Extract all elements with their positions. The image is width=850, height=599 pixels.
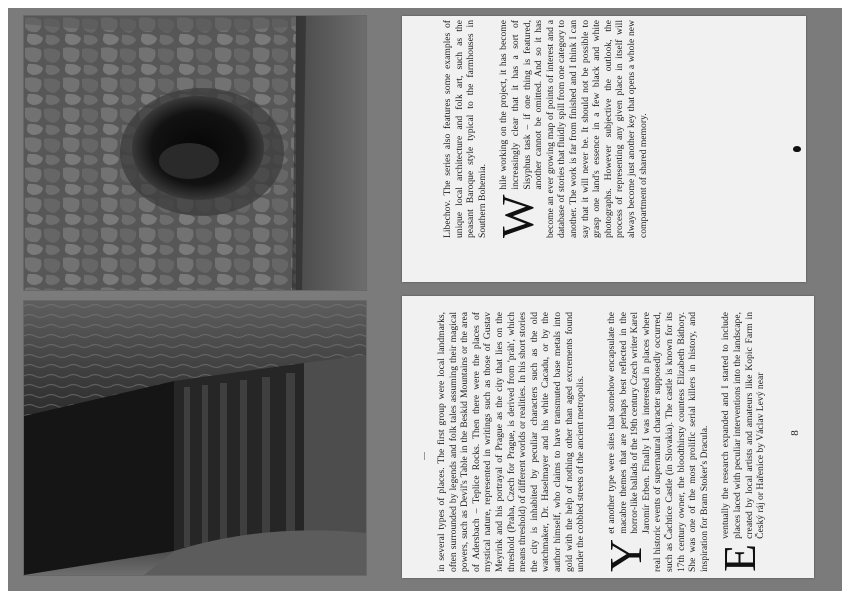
research-paragraph	[714, 312, 767, 572]
bottom-page-column-two	[600, 312, 767, 572]
tunnel-image	[24, 301, 366, 575]
page-number: 8	[788, 430, 801, 436]
working-paragraph	[492, 20, 649, 238]
working-paragraph-text: hile working on the project, it has become increasingly clear that it has a sort of Sisyphus task – if one thing is featured, another cannot be omitted. And so it has become an ever growing map of points of interest and a database of stories that fluidly spill from one category to another. The work is far from finished and I think I can say that it will never be. It should not be possible to grasp one land's essence in a few black and white photographs. However subjective the outlook, the process of representing any given place in itself will always become just another key that opens a whole new compartment of shared memory.	[498, 20, 649, 238]
macabre-paragraph	[600, 312, 710, 572]
research-paragraph-text: ventually the research expanded and I started to include places laced with peculiar interventions into the landscape, created by local artists and amateurs like Kopic Farm in Český ráj or Hařenice by Václav Levý near	[720, 312, 767, 539]
center-tick	[424, 452, 425, 460]
places-paragraph: in several types of places. The first group were local landmarks, often surrounded by legends and folk tales assuming their magical powers, such as Devil's Table in the Beskid Mountains or the area of Adersbach – Teplice Rocks. Then there were the places of mystical nature, represented in writings such as those of Gustav Meyrink and his portrayal of Prague as the city that lies on the threshold (Praha, Czech for Prague, is derived from 'práh', which means threshold) of different worlds or realities. In his short stories the city is inhabited by peculiar characters such as the old watchmaker, Dr. Haselmayer and his white Cacadu, or by the author himself, who claims to have transmuted base metals into gold with the help of nothing other than aged excrements found under the cobbled streets of the ancient metropolis.	[436, 312, 587, 572]
dropcap-e: E	[714, 543, 766, 572]
dropcap-w: W	[492, 194, 544, 238]
stone-wall-image	[24, 16, 366, 290]
paragraph-gap	[710, 312, 720, 572]
top-page-text-column	[442, 20, 649, 238]
stone-wall-photo	[24, 16, 366, 290]
tunnel-photo	[24, 301, 366, 575]
page-marker-icon	[793, 146, 801, 152]
bottom-page-column-one	[436, 312, 587, 572]
macabre-paragraph-text: et another type were sites that somehow encapsulate the macabre themes that are perhaps best reflected in the horror-like ballads of the 19th century Czech writer Karel Jaromír Erben. Finally I was interested in places where real historic events of supernatural character supposedly occurred, such as Čachtice Castle (in Slovakia). The castle is known for its 17th century owner, the bloodthirsty countess Elizabeth Báthory. She was one of the most prolific serial killers in history, and inspiration for Bram Stoker's Dracula.	[606, 312, 710, 572]
intro-paragraph: Libechov. The series also features some examples of unique local architecture and folk art, such as the peasant Baroque style typical to the farmhouses in Southern Bohemia.	[442, 20, 488, 238]
dropcap-y: Y	[600, 538, 651, 572]
